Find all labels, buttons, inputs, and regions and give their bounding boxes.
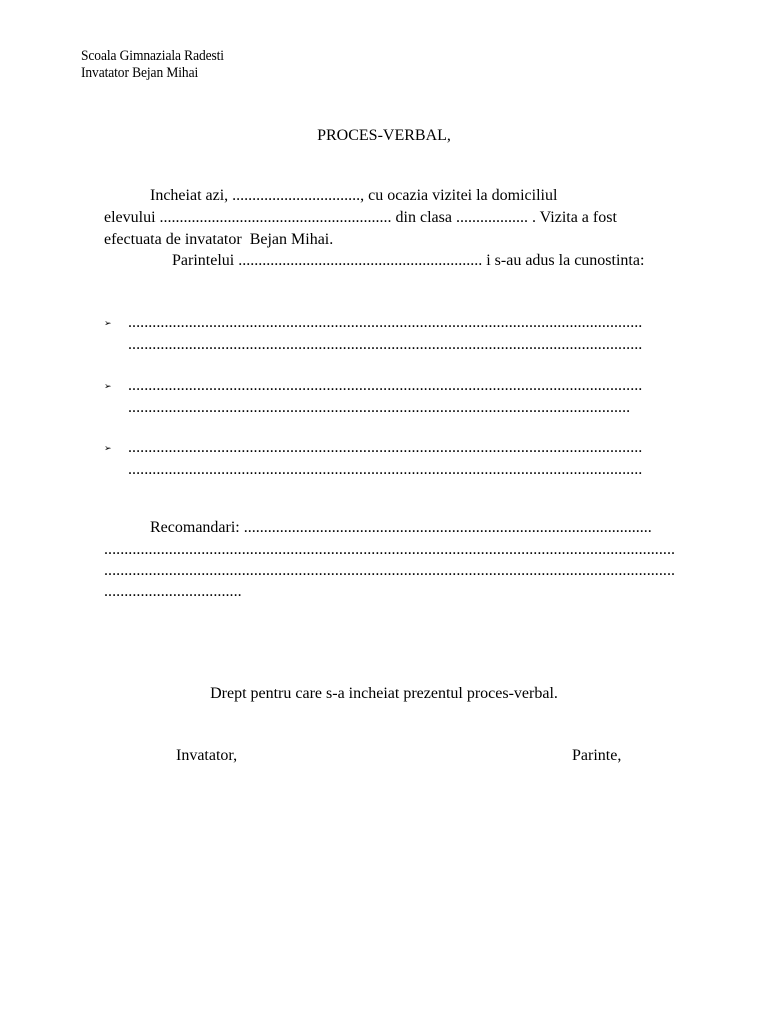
recommendations-line-1: Recomandari: ...................................................................................................... xyxy=(150,519,652,536)
bullet-2-line-1: ............................................................................................................................... xyxy=(128,377,643,394)
bullet-1-line-2: ............................................................................................................................... xyxy=(128,336,643,353)
closing-statement: Drept pentru care s-a incheiat prezentul proces-verbal. xyxy=(210,685,558,702)
bullet-3-line-2: ............................................................................................................................... xyxy=(128,461,643,478)
bullet-2-line-2: ............................................................................................................................ xyxy=(128,399,631,416)
intro-line-2: elevului .......................................................... din clasa .................. . Vizita a fost xyxy=(104,209,617,226)
bullet-3-line-1: ............................................................................................................................... xyxy=(128,439,643,456)
recommendations-line-2: ............................................................................................................................................. xyxy=(104,541,676,558)
intro-line-3: efectuata de invatator Bejan Mihai. xyxy=(104,231,334,248)
recommendations-line-4: .................................. xyxy=(104,583,242,600)
bullet-1-line-1: ............................................................................................................................... xyxy=(128,314,643,331)
document-title: PROCES-VERBAL, xyxy=(317,127,451,144)
school-name: Scoala Gimnaziala Radesti xyxy=(81,48,224,64)
teacher-name: Invatator Bejan Mihai xyxy=(81,65,199,81)
signature-parent-label: Parinte, xyxy=(572,747,622,764)
intro-line-1: Incheiat azi, ................................, cu ocazia vizitei la domiciliul xyxy=(150,187,558,204)
bullet-arrow-icon: ➢ xyxy=(104,443,112,453)
bullet-arrow-icon: ➢ xyxy=(104,318,112,328)
intro-line-4: Parintelui ............................................................. i s-au adus la cunostinta: xyxy=(172,252,645,269)
recommendations-line-3: ............................................................................................................................................. xyxy=(104,562,676,579)
bullet-arrow-icon: ➢ xyxy=(104,381,112,391)
signature-teacher-label: Invatator, xyxy=(176,747,238,764)
